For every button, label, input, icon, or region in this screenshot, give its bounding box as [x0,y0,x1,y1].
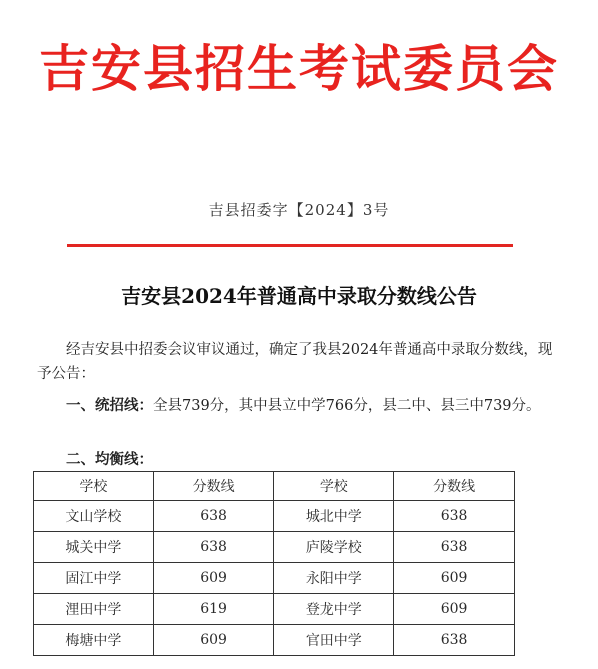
score-cell: 609 [153,625,274,656]
red-divider-line [67,244,513,247]
table-row [34,625,515,656]
notice-title: 吉安县2024年普通高中录取分数线公告 [121,284,477,308]
score-cell: 638 [394,625,515,656]
score-cell: 638 [153,501,274,532]
intro-paragraph: 经吉安县中招委会议审议通过，确定了我县2024年普通高中录取分数线，现予公告： [37,342,553,382]
table-header-row [34,472,515,501]
score-cell: 638 [394,501,515,532]
school-cell: 城关中学 [34,532,154,563]
school-cell: 浬田中学 [34,594,154,625]
score-cell: 609 [153,563,274,594]
section-unified-text: 全县739分，其中县立中学766分，县二中、县三中739分。 [153,398,541,414]
score-table [33,471,515,656]
table-row [34,501,515,532]
score-cell: 638 [153,532,274,563]
section-balanced-line [37,448,557,472]
score-cell: 638 [394,532,515,563]
score-cell: 609 [394,594,515,625]
school-cell: 文山学校 [34,501,154,532]
section-unified-label: 一、统招线： [66,397,153,414]
issuing-organization-header: 吉安县招生考试委员会 [39,39,559,98]
table-row [34,594,515,625]
school-cell: 梅塘中学 [34,625,154,656]
school-cell: 官田中学 [274,625,394,656]
section-unified-line [37,394,557,418]
header-score-left: 分数线 [153,472,274,501]
school-cell: 城北中学 [274,501,394,532]
table-row [34,532,515,563]
school-cell: 庐陵学校 [274,532,394,563]
score-cell: 619 [153,594,274,625]
section-balanced-label: 二、均衡线： [66,451,153,468]
header-score-right: 分数线 [394,472,515,501]
school-cell: 登龙中学 [274,594,394,625]
header-school-left: 学校 [34,472,154,501]
table-row [34,563,515,594]
school-cell: 固江中学 [34,563,154,594]
school-cell: 永阳中学 [274,563,394,594]
score-cell: 609 [394,563,515,594]
header-school-right: 学校 [274,472,394,501]
document-number: 吉县招委字【2024】3号 [208,201,390,219]
